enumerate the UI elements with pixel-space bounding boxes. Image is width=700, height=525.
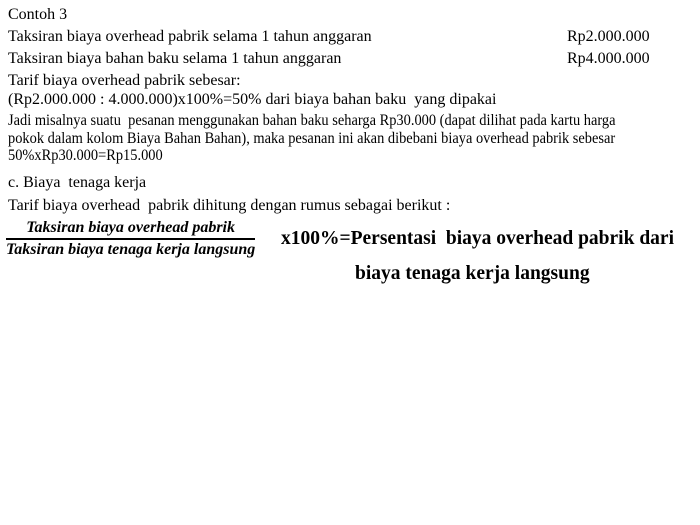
overhead-rate-fraction	[6, 219, 255, 259]
formula-result-line-1: x100%=Persentasi biaya overhead pabrik dari	[281, 228, 674, 249]
fraction-denominator: Taksiran biaya tenaga kerja langsung	[6, 241, 256, 258]
budget-amount-bahan-baku: Rp4.000.000	[567, 50, 650, 67]
tarif-intro-line: Tarif biaya overhead pabrik sebesar:	[8, 72, 241, 89]
fraction-numerator: Taksiran biaya overhead pabrik	[6, 219, 255, 240]
formula-intro-line: Tarif biaya overhead pabrik dihitung dengan rumus sebagai berikut :	[8, 197, 451, 214]
budget-row-bahan-baku	[0, 50, 700, 68]
example-paragraph-line-1: Jadi misalnya suatu pesanan menggunakan bahan baku seharga Rp30.000 (dapat dilihat pada kartu harga	[8, 112, 616, 129]
budget-amount-overhead: Rp2.000.000	[567, 28, 650, 45]
tarif-calculation-line: (Rp2.000.000 : 4.000.000)x100%=50% dari biaya bahan baku yang dipakai	[8, 91, 497, 108]
budget-row-overhead	[0, 28, 700, 46]
budget-label-overhead: Taksiran biaya overhead pabrik selama 1 tahun anggaran	[8, 28, 372, 45]
section-c-heading: c. Biaya tenaga kerja	[8, 174, 147, 191]
budget-label-bahan-baku: Taksiran biaya bahan baku selama 1 tahun anggaran	[8, 50, 342, 67]
example-heading: Contoh 3	[8, 6, 68, 23]
formula-result-line-2: biaya tenaga kerja langsung	[355, 263, 590, 284]
example-paragraph-line-3: 50%xRp30.000=Rp15.000	[8, 147, 163, 164]
example-paragraph-line-2: pokok dalam kolom Biaya Bahan Bahan), maka pesanan ini akan dibebani biaya overhead pabrik sebesar	[8, 130, 616, 147]
